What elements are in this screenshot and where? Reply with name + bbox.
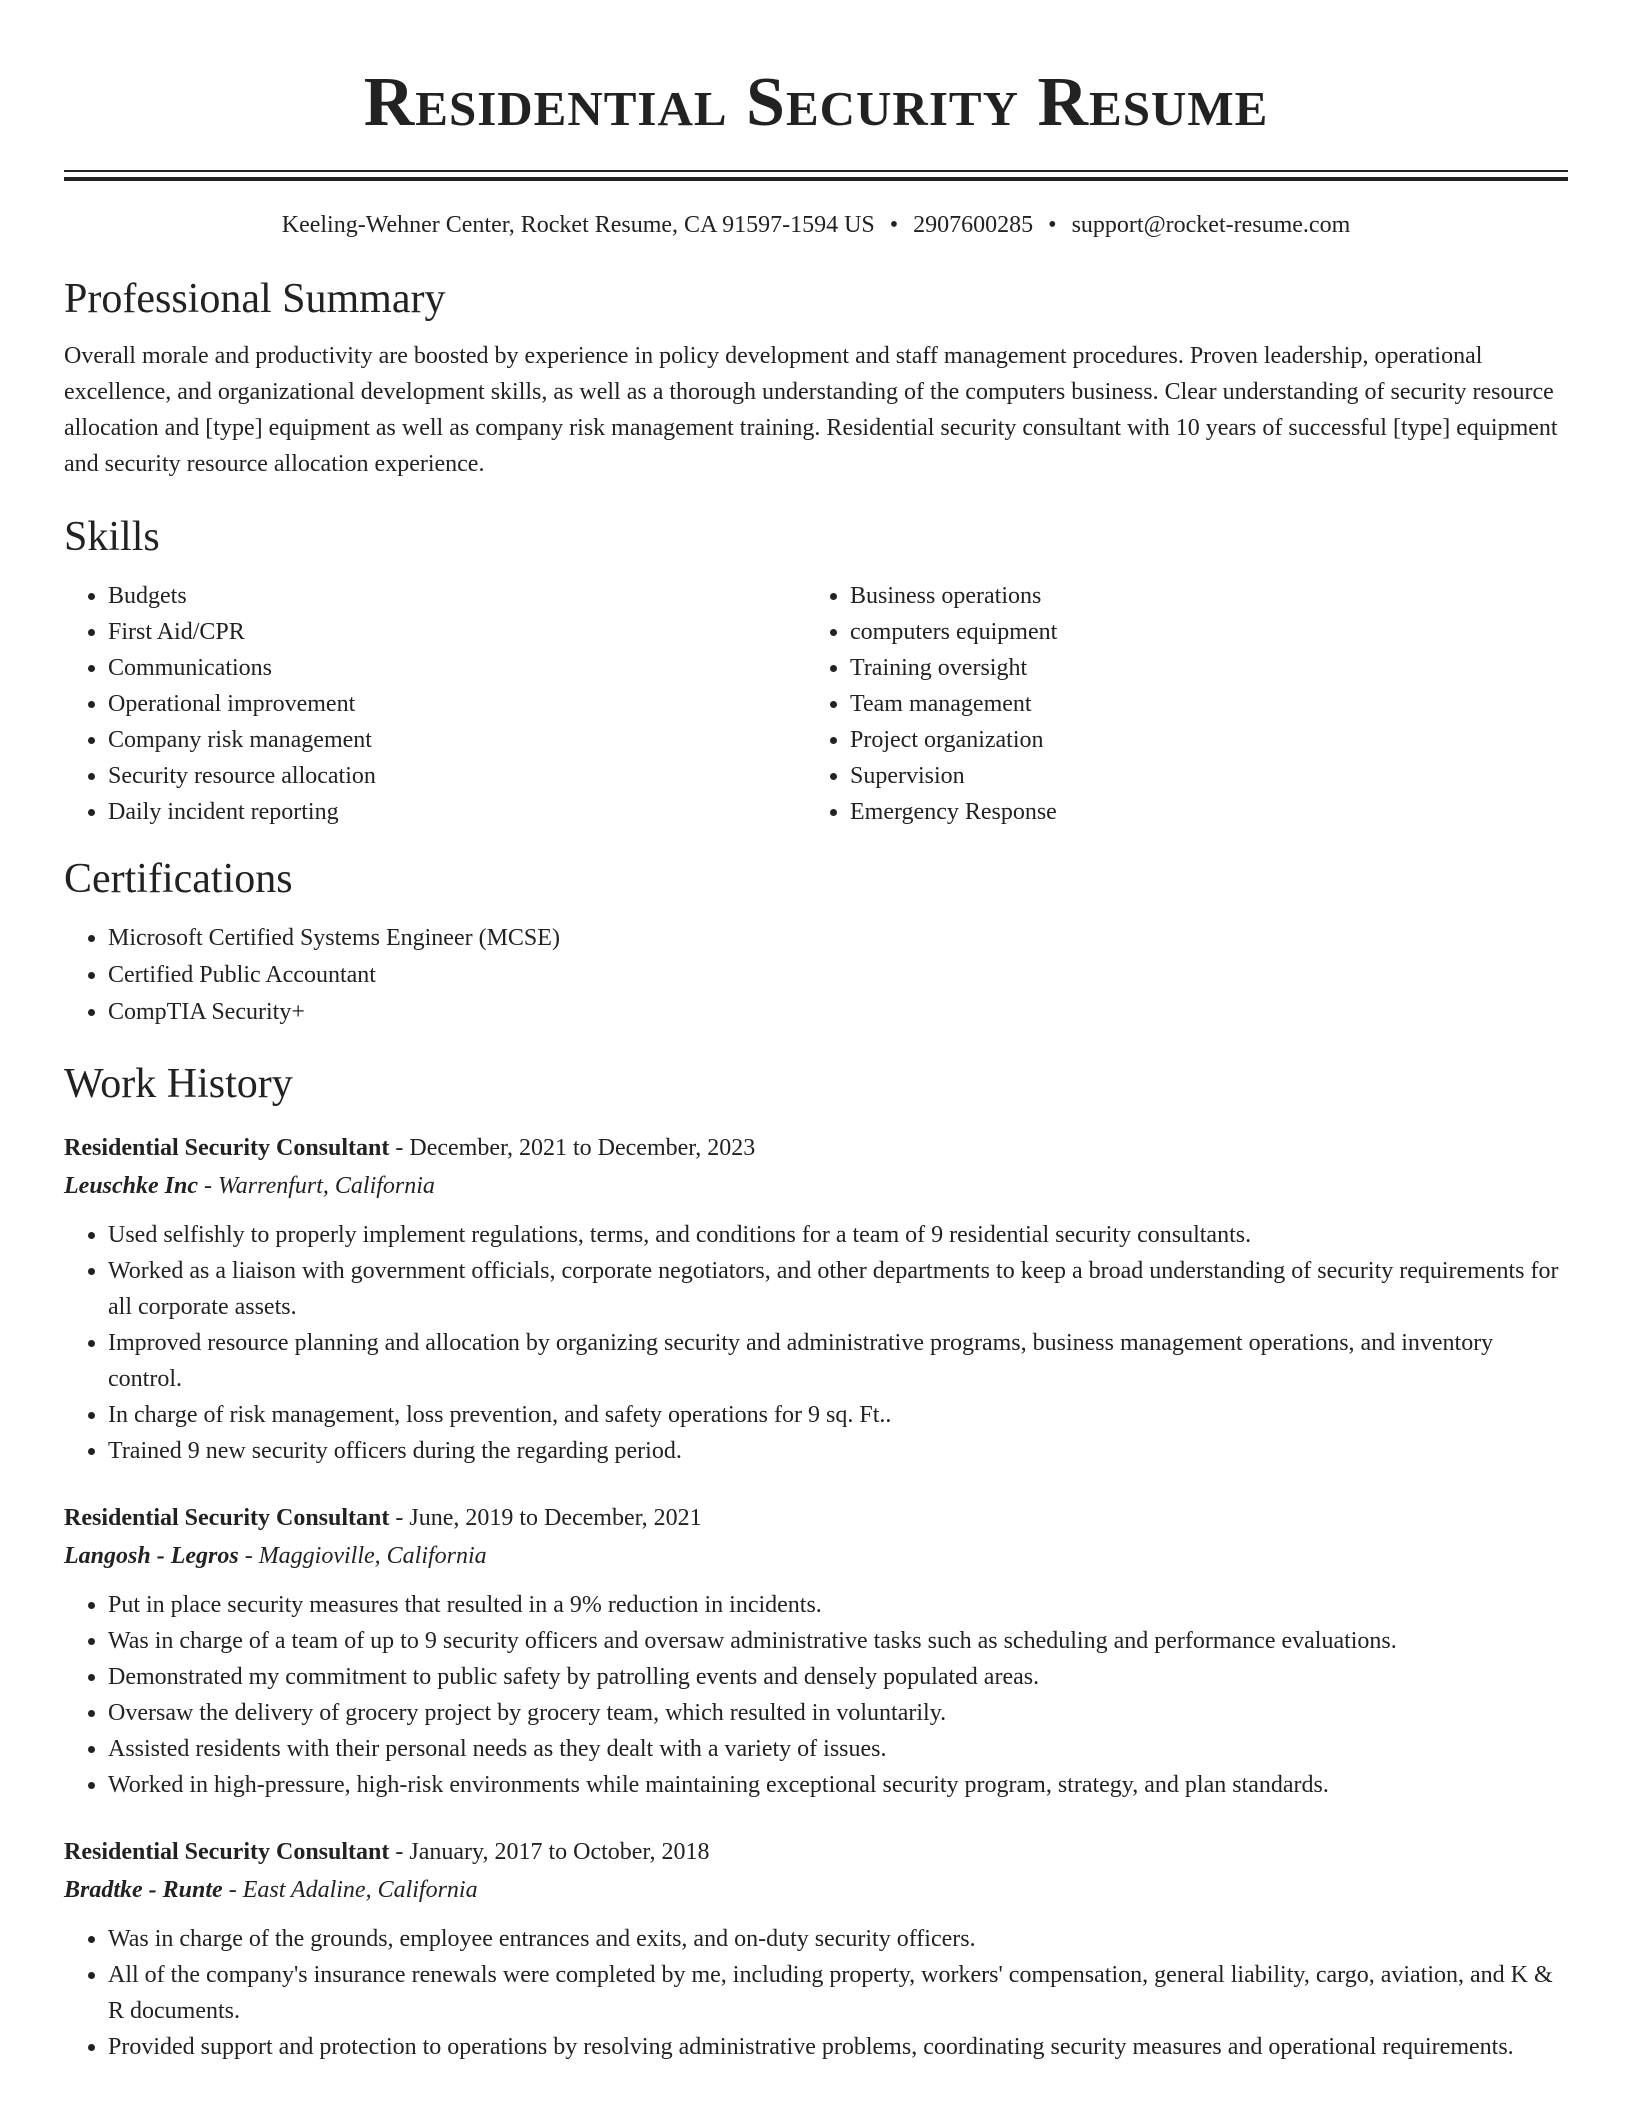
job-duty: • Oversaw the delivery of grocery project by grocery team, which resulted in voluntarily. [108,1695,1568,1731]
skill-item: • Daily incident reporting [108,794,806,830]
skills-list-right [806,578,1548,830]
certification-item: • CompTIA Security+ [108,994,1568,1031]
contact-separator: • [889,212,899,238]
contact-address: Keeling-Wehner Center, Rocket Resume, CA 91597-1594 US [281,212,875,238]
contact-email: support@rocket-resume.com [1071,212,1351,238]
skill-item: • First Aid/CPR [108,614,806,650]
job-duty: • Trained 9 new security officers during the regarding period. [108,1433,1568,1469]
job-duty: • In charge of risk management, loss prevention, and safety operations for 9 sq. Ft.. [108,1397,1568,1433]
job-duties-list [64,1587,1568,1803]
job-location: Warrenfurt, California [218,1173,435,1199]
job-entry [64,1499,1568,1803]
certifications-list [64,920,1568,1031]
skill-item: • Training oversight [850,650,1548,686]
skill-item: • Budgets [108,578,806,614]
job-dash: - [395,1505,404,1531]
contact-separator: • [1048,212,1057,238]
resume-page [64,0,1568,2065]
skill-item: • Emergency Response [850,794,1548,830]
job-duties-list [64,1921,1568,2065]
work-history-heading: Work History [64,1061,293,1107]
skill-item: • Company risk management [108,722,806,758]
skills-heading: Skills [64,514,160,560]
skill-item: • Security resource allocation [108,758,806,794]
job-duty: • Provided support and protection to operations by resolving administrative problems, coordinating security measures and operational requirements. [108,2029,1568,2065]
job-dash: - [244,1543,253,1569]
contact-line [64,208,1568,242]
skill-item: • Supervision [850,758,1548,794]
skill-item: • Team management [850,686,1548,722]
job-title: Residential Security Consultant [64,1505,390,1531]
job-dash: - [228,1877,237,1903]
skill-item: • Operational improvement [108,686,806,722]
job-duty: • Used selfishly to properly implement regulations, terms, and conditions for a team of 9 residential security consultants. [108,1217,1568,1253]
job-duty: • Assisted residents with their personal needs as they dealt with a variety of issues. [108,1731,1568,1767]
job-company-line [64,1537,1568,1575]
job-company: Langosh - Legros [64,1543,239,1569]
skill-item: • Business operations [850,578,1548,614]
job-dates: June, 2019 to December, 2021 [409,1505,702,1531]
job-duty: • All of the company's insurance renewals were completed by me, including property, workers' compensation, general liability, cargo, aviation, and K & R documents. [108,1957,1568,2029]
job-duty: • Worked in high-pressure, high-risk environments while maintaining exceptional security program, strategy, and plan standards. [108,1767,1568,1803]
job-company: Bradtke - Runte [64,1877,223,1903]
job-dash: - [395,1839,404,1865]
certifications-heading: Certifications [64,856,293,902]
job-dates: December, 2021 to December, 2023 [409,1135,756,1161]
resume-title: Residential Security Resume [363,64,1269,141]
job-duties-list [64,1217,1568,1469]
job-dash: - [395,1135,404,1161]
job-entry [64,1129,1568,1469]
certification-item: • Microsoft Certified Systems Engineer (MCSE) [108,920,1568,957]
job-duty: • Was in charge of a team of up to 9 security officers and oversaw administrative tasks such as scheduling and performance evaluations. [108,1623,1568,1659]
job-company-line [64,1167,1568,1205]
skill-item: • Communications [108,650,806,686]
job-dates: January, 2017 to October, 2018 [409,1839,710,1865]
job-duty: • Improved resource planning and allocation by organizing security and administrative programs, business management operations, and inventory control. [108,1325,1568,1397]
job-location: Maggioville, California [258,1543,487,1569]
job-title: Residential Security Consultant [64,1839,390,1865]
job-dash: - [204,1173,212,1199]
job-title-line [64,1499,1568,1537]
skills-grid [64,578,1568,830]
contact-phone: 2907600285 [913,212,1034,238]
skill-item: • computers equipment [850,614,1548,650]
job-company-line [64,1871,1568,1909]
job-title-line [64,1833,1568,1871]
job-duty: • Put in place security measures that resulted in a 9% reduction in incidents. [108,1587,1568,1623]
certification-item: • Certified Public Accountant [108,957,1568,994]
skill-item: • Project organization [850,722,1548,758]
skills-list-left [64,578,806,830]
job-duty: • Worked as a liaison with government officials, corporate negotiators, and other departments to keep a broad understanding of security requirements for all corporate assets. [108,1253,1568,1325]
job-location: East Adaline, California [242,1877,478,1903]
job-duty: • Was in charge of the grounds, employee entrances and exits, and on-duty security officers. [108,1921,1568,1957]
job-title: Residential Security Consultant [64,1135,390,1161]
job-company: Leuschke Inc [64,1173,198,1199]
summary-heading: Professional Summary [64,276,446,322]
job-title-line [64,1129,1568,1167]
job-duty: • Demonstrated my commitment to public safety by patrolling events and densely populated areas. [108,1659,1568,1695]
title-divider [64,170,1568,181]
job-entry [64,1833,1568,2065]
summary-text: Overall morale and productivity are boosted by experience in policy development and staff management procedures. Proven leadership, operational excellence, and organizational development skills, as well as a thorough understanding of the computers business. Clear understanding of security resource allocation and [type] equipment as well as company risk management training. Residential security consultant with 10 years of successful [type] equipment and security resource allocation experience. [64,343,1558,477]
